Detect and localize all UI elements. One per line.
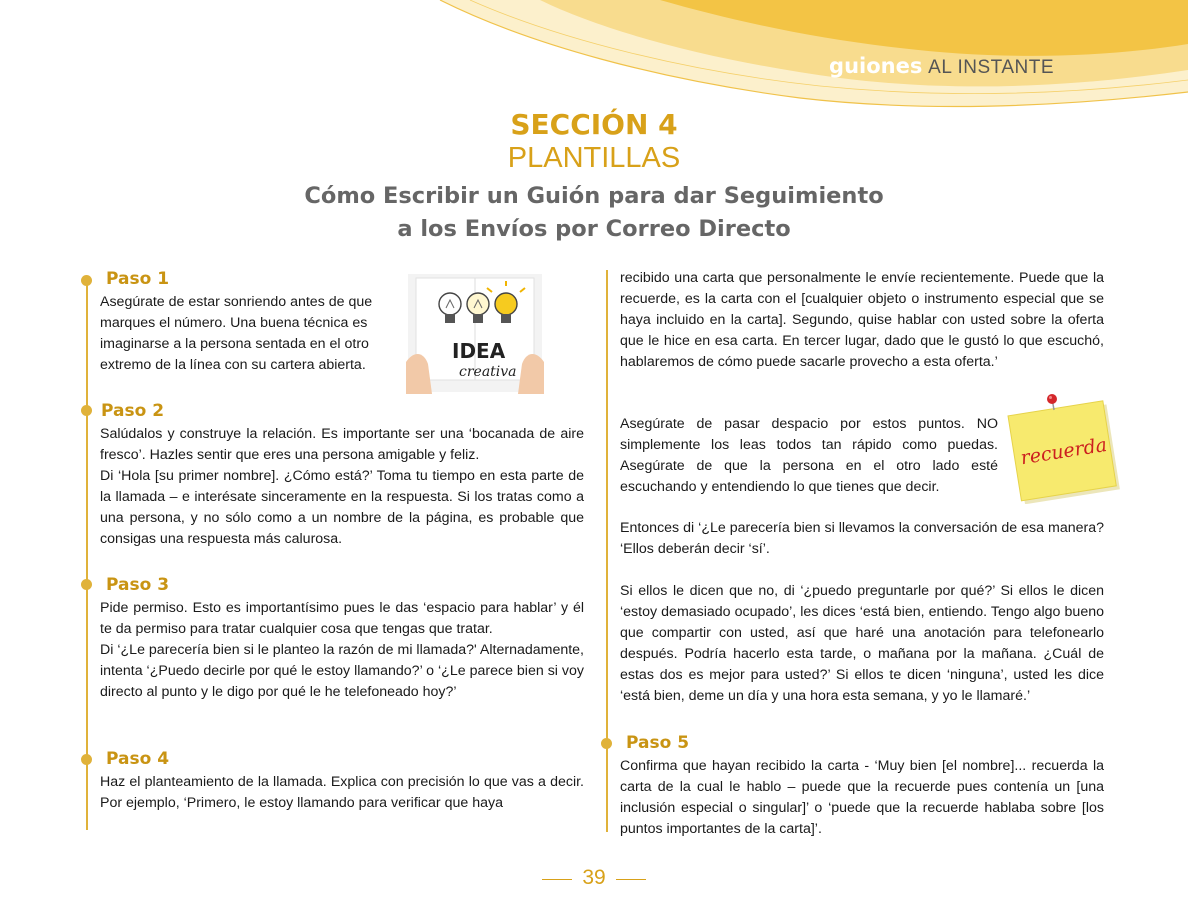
timeline-dot: [81, 579, 92, 590]
step-text: Haz el planteamiento de la llamada. Explica con precisión lo que vas a decir. Por ejemplo, ‘Primero, le estoy llamando para verificar que haya: [100, 774, 584, 811]
brand-logo: [829, 54, 1054, 79]
step-text: Confirma que hayan recibido la carta - ‘Muy bien [el nombre]... recuerda la carta de la cual le hablo – puede que la recuerde pues contenía un [una inclusión especial o singular]’ o ‘puede que la recuerde hablaba sobre [los puntos importantes de la carta]’.: [620, 758, 1104, 837]
idea-word: IDEA: [452, 339, 506, 363]
timeline-dot: [81, 754, 92, 765]
step-heading: Paso 4: [106, 749, 170, 769]
brand-bold: guiones: [829, 54, 923, 78]
step-text: Asegúrate de estar sonriendo antes de que marques el número. Una buena técnica es imaginarse a la persona sentada en el otro extremo de la línea con su cartera abierta.: [100, 294, 373, 373]
page-number-block: [0, 866, 1188, 890]
step-text: Pide permiso. Esto es importantísimo pues le das ‘espacio para hablar’ y él te da permiso para tratar cualquier cosa que tengas que tratar.: [100, 600, 584, 637]
title-block: [0, 108, 1188, 246]
step-text: Di ‘Hola [su primer nombre]. ¿Cómo está?’ Toma tu tiempo en esta parte de la llamada – e interésate sinceramente en la respuesta. Si los tratas como a una persona, y no sólo como a un nombre de la página, es probable que consigas una respuesta más calurosa.: [100, 468, 584, 547]
then-paragraph: Entonces di ‘¿Le parecería bien si llevamos la conversación de esa manera? ‘Ellos deberán decir ‘sí’.: [620, 520, 1104, 557]
left-timeline-line: [86, 281, 88, 830]
step-heading: Paso 3: [106, 575, 170, 595]
idea-creativa-illustration: [406, 272, 544, 394]
recuerda-sticky-note: [1002, 392, 1120, 504]
step-heading: Paso 1: [106, 269, 170, 289]
creativa-word: creativa: [459, 364, 517, 380]
slow-paragraph: Asegúrate de pasar despacio por estos puntos. NO simplemente los leas todos tan rápido como puedas. Asegúrate de que la persona en el otro lado esté escuchando y entendiendo lo que tienes que decir.: [620, 416, 998, 495]
timeline-dot: [81, 405, 92, 416]
main-title-line1: Cómo Escribir un Guión para dar Seguimiento: [304, 183, 884, 209]
timeline-dot: [601, 738, 612, 749]
page-number: 39: [582, 866, 606, 889]
step-heading: Paso 2: [101, 401, 165, 421]
page-number-rule: [616, 879, 646, 880]
recuerda-word: recuerda: [1019, 433, 1109, 470]
subsection-title: PLANTILLAS: [507, 142, 681, 174]
step-text: Salúdalos y construye la relación. Es importante ser una ‘bocanada de aire fresco’. Hazles sentir que eres una persona amigable y feliz.: [100, 426, 584, 463]
refusal-paragraph: Si ellos le dicen que no, di ‘¿puedo preguntarle por qué?’ Si ellos le dicen ‘estoy demasiado ocupado’, les dices ‘está bien, entiendo. Tengo algo bueno que compartir con usted, así que haré una anotación para telefonearlo después. Podría hacerlo esta tarde, o mañana por la mañana. ¿Cuál de estas dos es mejor para usted?’ Si ellos te dicen ‘ninguna’, usted les dice ‘está bien, deme un día y una hora esta semana, y yo le llamaré.’: [620, 583, 1104, 704]
step-heading: Paso 5: [626, 733, 690, 753]
timeline-dot: [81, 275, 92, 286]
continued-text: recibido una carta que personalmente le envíe recientemente. Puede que la recuerde, es la carta con el [cualquier objeto o instrumento especial que se haya incluido en la carta]. Segundo, quise hablar con usted sobre la oferta que le hice en esa carta. En tercer lugar, dado que le gustó lo que escuchó, hablaremos de cómo puede sacarle provecho a esta oferta.’: [620, 270, 1104, 370]
brand-light: AL INSTANTE: [928, 57, 1054, 78]
section-title: SECCIÓN 4: [510, 108, 678, 141]
main-title: [0, 180, 1188, 246]
step-text: Di ‘¿Le parecería bien si le planteo la razón de mi llamada?' Alternadamente, intenta ‘¿Puedo decirle por qué le estoy llamando?’ o ‘¿Le parece bien si voy directo al punto y le digo por qué le he telefoneado hoy?’: [100, 642, 584, 700]
page-number-rule: [542, 879, 572, 880]
main-title-line2: a los Envíos por Correo Directo: [397, 216, 791, 242]
